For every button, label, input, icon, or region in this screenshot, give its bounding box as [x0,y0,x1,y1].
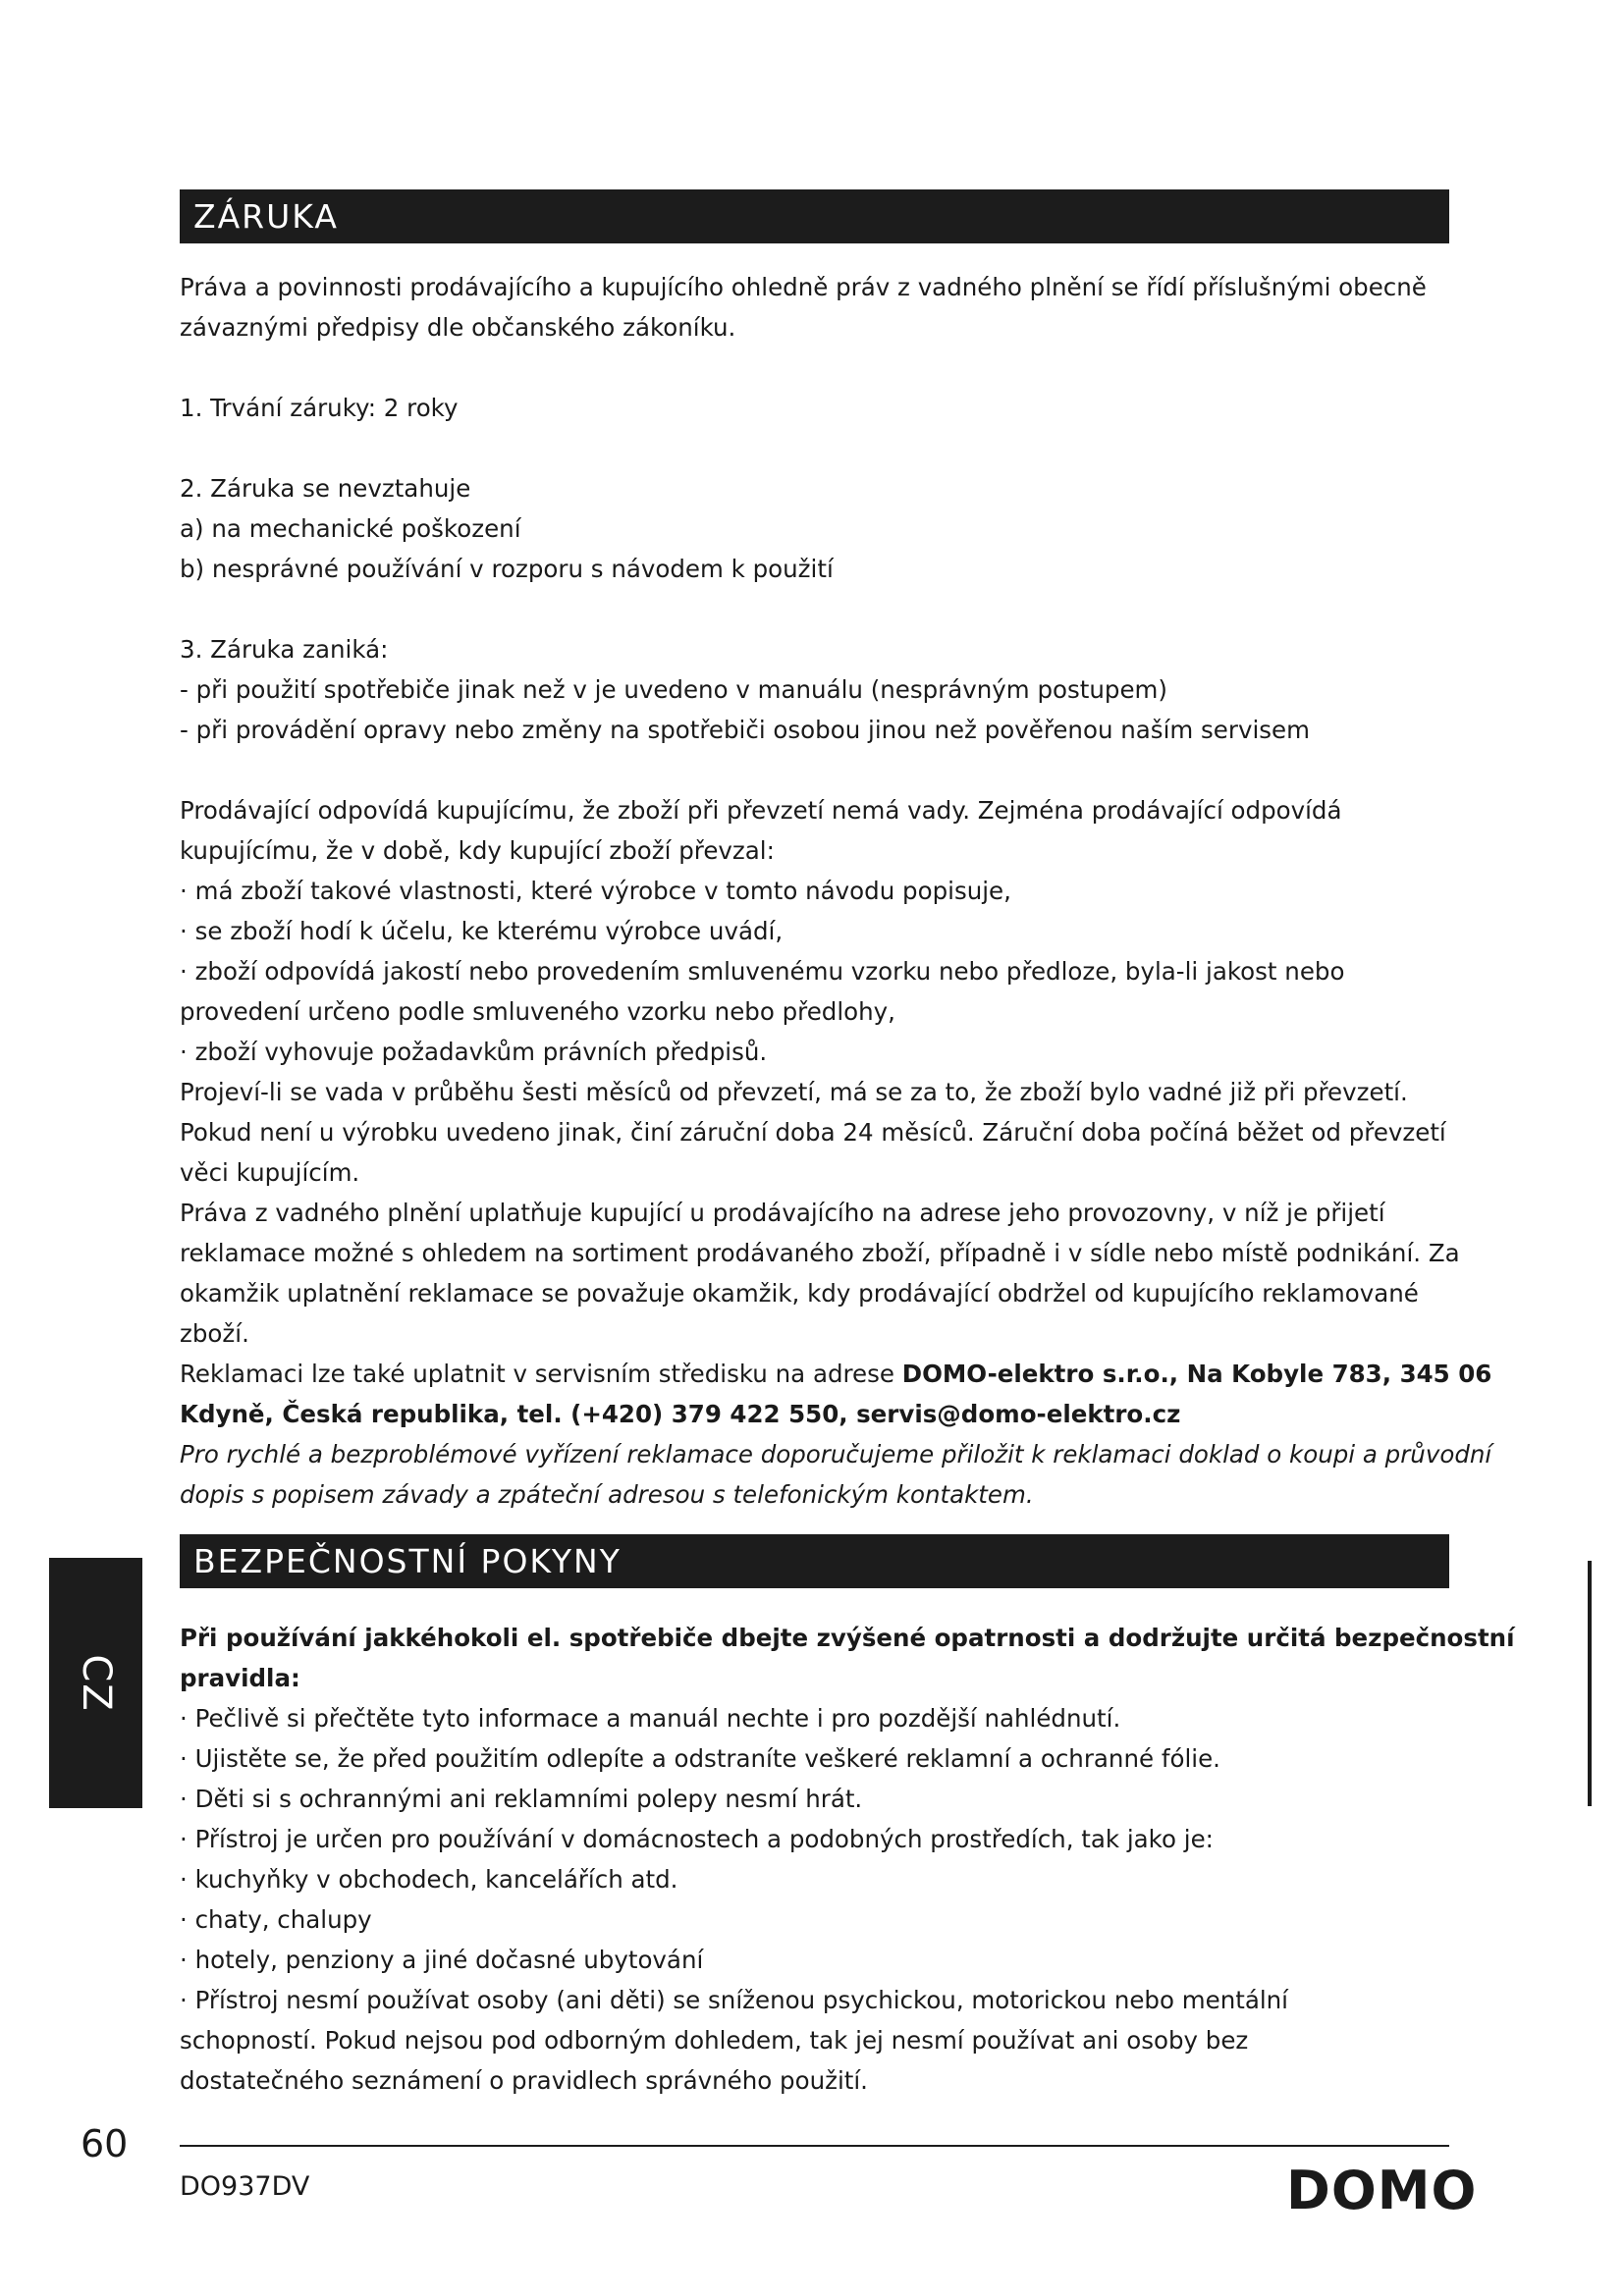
seller-line: Prodávající odpovídá kupujícímu, že zboží při převzetí nemá vady. Zejména prodávající odpovídá [180,796,1342,825]
safety-item: · Ujistěte se, že před použitím odlepíte a odstraníte veškeré reklamní a ochranné fólie. [180,1744,1220,1773]
seller-line: · má zboží takové vlastnosti, které výrobce v tomto návodu popisuje, [180,877,1011,905]
language-tab [49,1558,142,1808]
safety-item: · Přístroj je určen pro používání v domácnostech a podobných prostředích, tak jako je: [180,1825,1214,1853]
seller-line: kupujícímu, že v době, kdy kupující zboží převzal: [180,836,775,865]
safety-heading-line: pravidla: [180,1664,300,1692]
seller-line: zboží. [180,1319,249,1348]
warranty-item-2: 2. Záruka se nevztahuje [180,474,471,503]
warranty-intro-line: Práva a povinnosti prodávajícího a kupujícího ohledně práv z vadného plnění se řídí příslušnými obecně [180,273,1427,301]
safety-heading-line: Při používání jakkéhokoli el. spotřebiče dbejte zvýšené opatrnosti a dodržujte určitá bezpečnostní [180,1624,1515,1652]
warranty-tip-line: dopis s popisem závady a zpáteční adresou s telefonickým kontaktem. [180,1480,1034,1509]
warranty-intro-line: závaznými předpisy dle občanského zákoníku. [180,313,736,342]
seller-line: · se zboží hodí k účelu, ke kterému výrobce uvádí, [180,917,784,945]
domo-logo: DOMO [1286,2160,1478,2221]
safety-item: · Pečlivě si přečtěte tyto informace a manuál nechte i pro pozdější nahlédnutí. [180,1704,1121,1733]
safety-item: · chaty, chalupy [180,1905,372,1934]
safety-item: · kuchyňky v obchodech, kancelářích atd. [180,1865,678,1894]
warranty-tip-line: Pro rychlé a bezproblémové vyřízení reklamace doporučujeme přiložit k reklamaci doklad o koupi a průvodní [180,1440,1492,1468]
seller-line: Práva z vadného plnění uplatňuje kupující u prodávajícího na adrese jeho provozovny, v níž je přijetí [180,1199,1385,1227]
warranty-item-2a: a) na mechanické poškození [180,514,521,543]
seller-line: Pokud není u výrobku uvedeno jinak, činí záruční doba 24 měsíců. Záruční doba počíná běžet od převzetí [180,1118,1446,1147]
warranty-item-3b: - při provádění opravy nebo změny na spotřebiči osobou jinou než pověřenou naším servisem [180,716,1310,744]
service-address: DOMO-elektro s.r.o., Na Kobyle 783, 345 06 [901,1360,1492,1388]
warranty-item-3a: - při použití spotřebiče jinak než v je uvedeno v manuálu (nesprávným postupem) [180,675,1167,704]
footer-divider [180,2145,1449,2147]
page-number: 60 [81,2122,129,2165]
seller-line: věci kupujícím. [180,1158,360,1187]
warranty-item-1: 1. Trvání záruky: 2 roky [180,394,459,422]
seller-line: okamžik uplatnění reklamace se považuje okamžik, kdy prodávající obdržel od kupujícího reklamované [180,1279,1419,1308]
safety-item: · hotely, penziony a jiné dočasné ubytování [180,1946,704,1974]
safety-item: · Přístroj nesmí používat osoby (ani děti) se sníženou psychickou, motorickou nebo mentální [180,1986,1288,2014]
seller-line: · zboží vyhovuje požadavkům právních předpisů. [180,1038,768,1066]
safety-body [180,1618,1515,2101]
service-line [180,1354,1492,1394]
warranty-title: ZÁRUKA [180,189,1449,243]
warranty-body [180,267,1492,1515]
warranty-item-3: 3. Záruka zaniká: [180,635,389,664]
seller-line: Projeví-li se vada v průběhu šesti měsíců od převzetí, má se za to, že zboží bylo vadné již při převzetí. [180,1078,1408,1106]
service-address-line-2: Kdyně, Česká republika, tel. (+420) 379 422 550, servis@domo-elektro.cz [180,1400,1181,1428]
service-prefix: Reklamaci lze také uplatnit v servisním středisku na adrese [180,1360,902,1388]
safety-item: schopností. Pokud nejsou pod odborným dohledem, tak jej nesmí používat ani osoby bez [180,2026,1249,2055]
safety-item: dostatečného seznámení o pravidlech správného použití. [180,2066,868,2095]
margin-marker [1588,1561,1592,1806]
language-label: CZ [73,1653,119,1713]
safety-item: · Děti si s ochrannými ani reklamními polepy nesmí hrát. [180,1785,863,1813]
seller-line: reklamace možné s ohledem na sortiment prodávaného zboží, případně i v sídle nebo místě podnikání. Za [180,1239,1460,1267]
safety-title: BEZPEČNOSTNÍ POKYNY [180,1534,1449,1588]
warranty-item-2b: b) nesprávné používání v rozporu s návodem k použití [180,555,834,583]
seller-line: provedení určeno podle smluveného vzorku nebo předlohy, [180,997,895,1026]
model-number: DO937DV [180,2171,310,2202]
seller-line: · zboží odpovídá jakostí nebo provedením smluvenému vzorku nebo předloze, byla-li jakost nebo [180,957,1345,986]
